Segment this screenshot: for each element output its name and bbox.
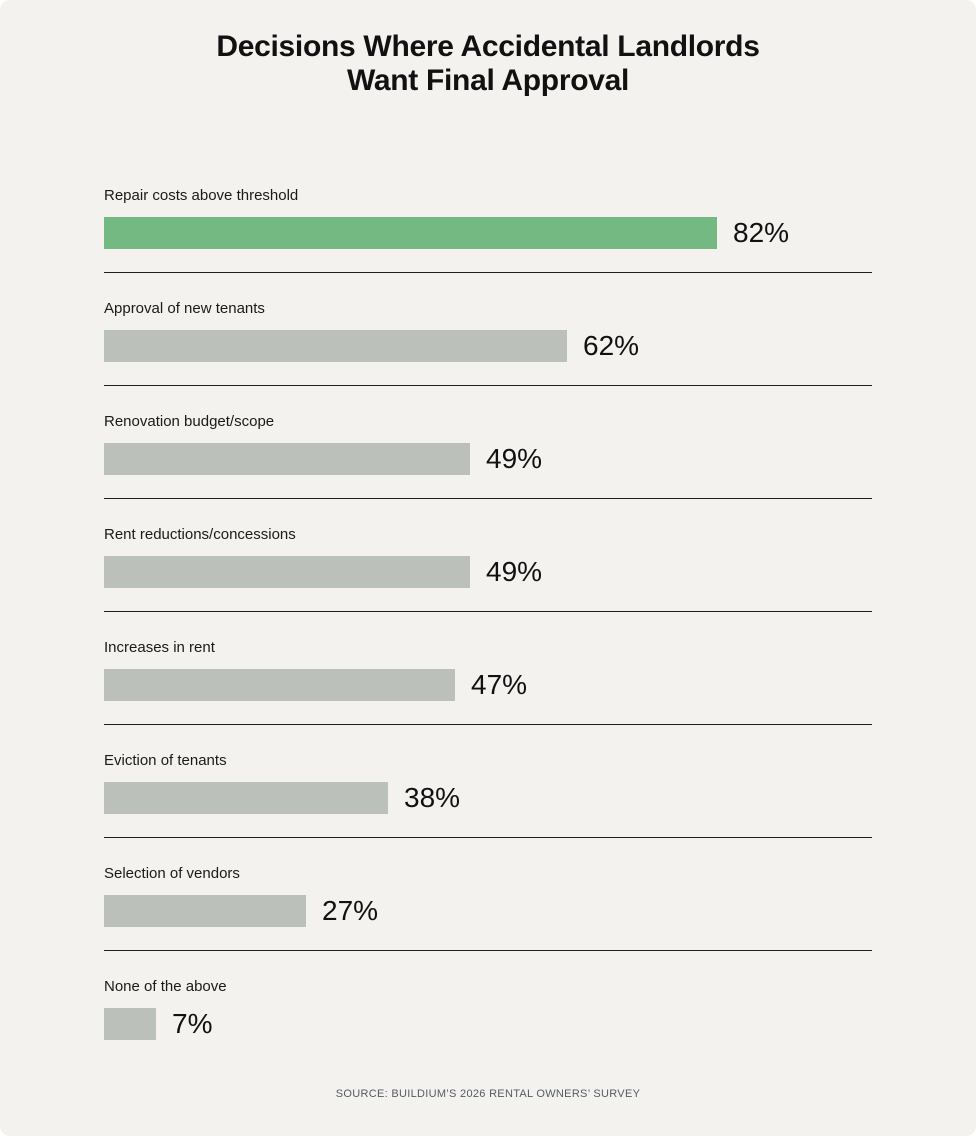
bar-row (104, 295, 872, 408)
bar (104, 443, 470, 475)
bar-row (104, 973, 872, 1086)
bar-row (104, 860, 872, 973)
row-divider (104, 498, 872, 499)
value-label: 82% (733, 217, 790, 248)
bar (104, 330, 567, 362)
category-label: Renovation budget/scope (104, 413, 275, 430)
bar (104, 782, 388, 814)
category-label: Repair costs above threshold (104, 187, 299, 204)
chart-title (0, 30, 976, 98)
row-divider (104, 950, 872, 951)
row-divider (104, 724, 872, 725)
value-label: 62% (583, 330, 640, 361)
bar-row (104, 747, 872, 860)
bar (104, 556, 470, 588)
category-label: None of the above (104, 978, 227, 995)
chart-source: SOURCE: BUILDIUM’S 2026 RENTAL OWNERS’ SURVEY (335, 1088, 641, 1100)
bar-chart (104, 182, 872, 1086)
row-divider (104, 837, 872, 838)
value-label: 47% (471, 669, 528, 700)
row-divider (104, 385, 872, 386)
value-label: 49% (486, 556, 543, 587)
bar-row (104, 182, 872, 295)
category-label: Rent reductions/concessions (104, 526, 296, 543)
category-label: Increases in rent (104, 639, 215, 656)
chart-title-line-2: Want Final Approval (346, 64, 630, 97)
bar-row (104, 408, 872, 521)
bar (104, 669, 455, 701)
value-label: 49% (486, 443, 543, 474)
bar-row (104, 634, 872, 747)
bar-row (104, 521, 872, 634)
bar (104, 217, 717, 249)
value-label: 38% (404, 782, 461, 813)
category-label: Eviction of tenants (104, 752, 227, 769)
bar (104, 1008, 156, 1040)
value-label: 27% (322, 895, 379, 926)
chart-title-line-1: Decisions Where Accidental Landlords (216, 30, 760, 63)
row-divider (104, 272, 872, 273)
value-label: 7% (172, 1008, 213, 1039)
bar (104, 895, 306, 927)
category-label: Approval of new tenants (104, 300, 265, 317)
category-label: Selection of vendors (104, 865, 240, 882)
row-divider (104, 611, 872, 612)
